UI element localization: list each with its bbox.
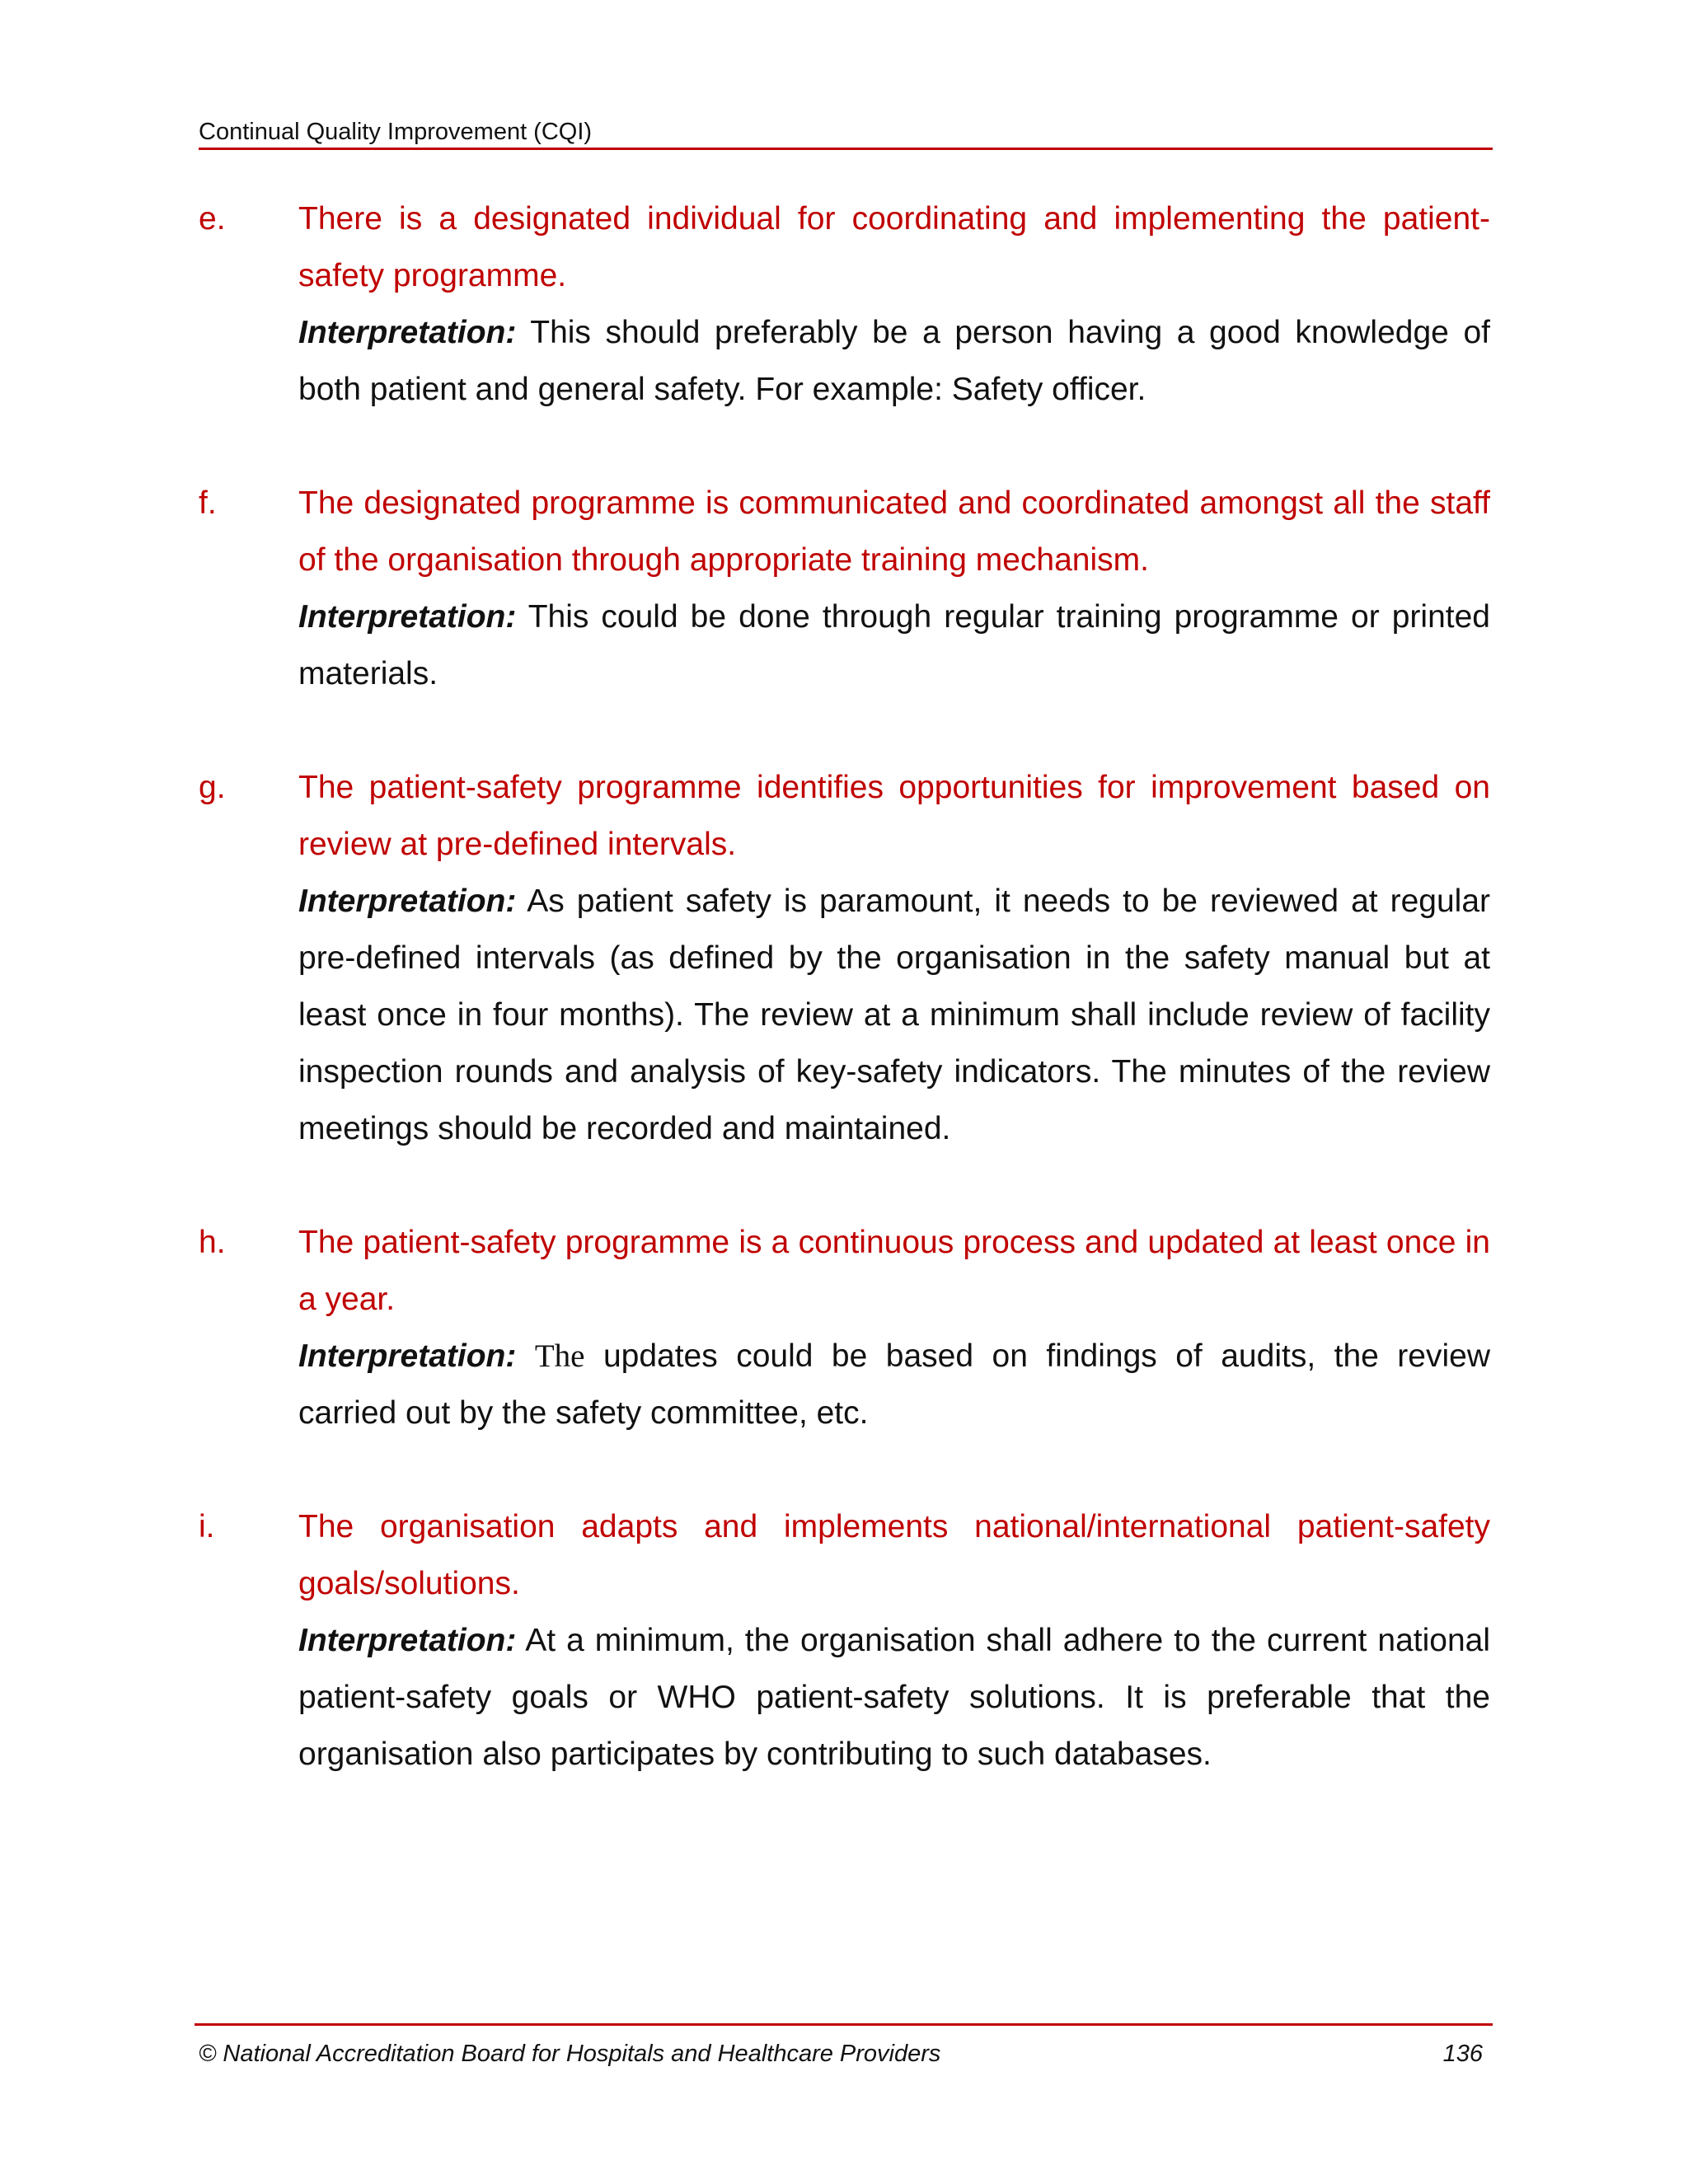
item-letter: f. bbox=[199, 485, 217, 521]
interpretation-text: As patient safety is paramount, it needs to be reviewed at regular pre-defined intervals (as defined by the organisation in the safety manual but at least once in four months). The review at a minimum shall include review of facility inspection rounds and analysis of key-safety indicators. The minutes of the review meetings should be recorded and maintained. bbox=[298, 883, 1491, 1146]
interpretation-paragraph bbox=[298, 1328, 1490, 1441]
interpretation-label: Interpretation: bbox=[298, 883, 517, 919]
item-letter: i. bbox=[199, 1509, 215, 1544]
item-letter: e. bbox=[199, 201, 226, 237]
running-footer bbox=[195, 2023, 1493, 2067]
list-item-f bbox=[199, 475, 1493, 702]
requirement-text: The designated programme is communicated and coordinated amongst all the staff of the organisation through appropriate training mechanism. bbox=[298, 485, 1490, 578]
list-item-g bbox=[199, 759, 1493, 1157]
standard-items-list bbox=[199, 190, 1493, 1840]
interpretation-label: Interpretation: bbox=[298, 1338, 517, 1374]
interpretation-label: Interpretation: bbox=[298, 599, 517, 635]
interpretation-paragraph bbox=[298, 873, 1490, 1157]
item-body bbox=[298, 759, 1490, 1157]
interpretation-text: updates could be based on findings of audits, the review carried out by the safety committee, etc. bbox=[298, 1338, 1491, 1431]
interpretation-label: Interpretation: bbox=[298, 315, 517, 350]
item-letter: h. bbox=[199, 1225, 226, 1260]
item-body bbox=[298, 475, 1490, 702]
running-header bbox=[199, 115, 1493, 150]
interpretation-paragraph bbox=[298, 588, 1490, 702]
page-number: 136 bbox=[1442, 2041, 1483, 2067]
list-item-i bbox=[199, 1498, 1493, 1783]
interpretation-label: Interpretation: bbox=[298, 1623, 517, 1658]
item-body bbox=[298, 190, 1490, 418]
list-item-e bbox=[199, 190, 1493, 418]
interpretation-paragraph bbox=[298, 304, 1490, 418]
interpretation-paragraph bbox=[298, 1612, 1490, 1783]
item-letter: g. bbox=[199, 770, 226, 805]
header-title: Continual Quality Improvement (CQI) bbox=[199, 119, 593, 145]
item-body bbox=[298, 1498, 1490, 1783]
requirement-text: The patient-safety programme is a continuous process and updated at least once in a year. bbox=[298, 1225, 1490, 1317]
interpretation-lead-word: The bbox=[534, 1338, 585, 1374]
requirement-text: The organisation adapts and implements national/international patient-safety goals/solutions. bbox=[298, 1509, 1490, 1601]
footer-copyright: © National Accreditation Board for Hospitals and Healthcare Providers bbox=[199, 2041, 941, 2067]
requirement-text: The patient-safety programme identifies opportunities for improvement based on review at pre-defined intervals. bbox=[298, 770, 1490, 862]
interpretation-text: This should preferably be a person having a good knowledge of both patient and general safety. For example: Safety officer. bbox=[298, 315, 1490, 407]
item-body bbox=[298, 1214, 1490, 1441]
interpretation-text: At a minimum, the organisation shall adhere to the current national patient-safety goals or WHO patient-safety solutions. It is preferable that the organisation also participates by contributing to such databases. bbox=[298, 1623, 1490, 1772]
interpretation-text: This could be done through regular training programme or printed materials. bbox=[298, 599, 1490, 691]
list-item-h bbox=[199, 1214, 1493, 1441]
requirement-text: There is a designated individual for coordinating and implementing the patient-safety programme. bbox=[298, 201, 1490, 293]
